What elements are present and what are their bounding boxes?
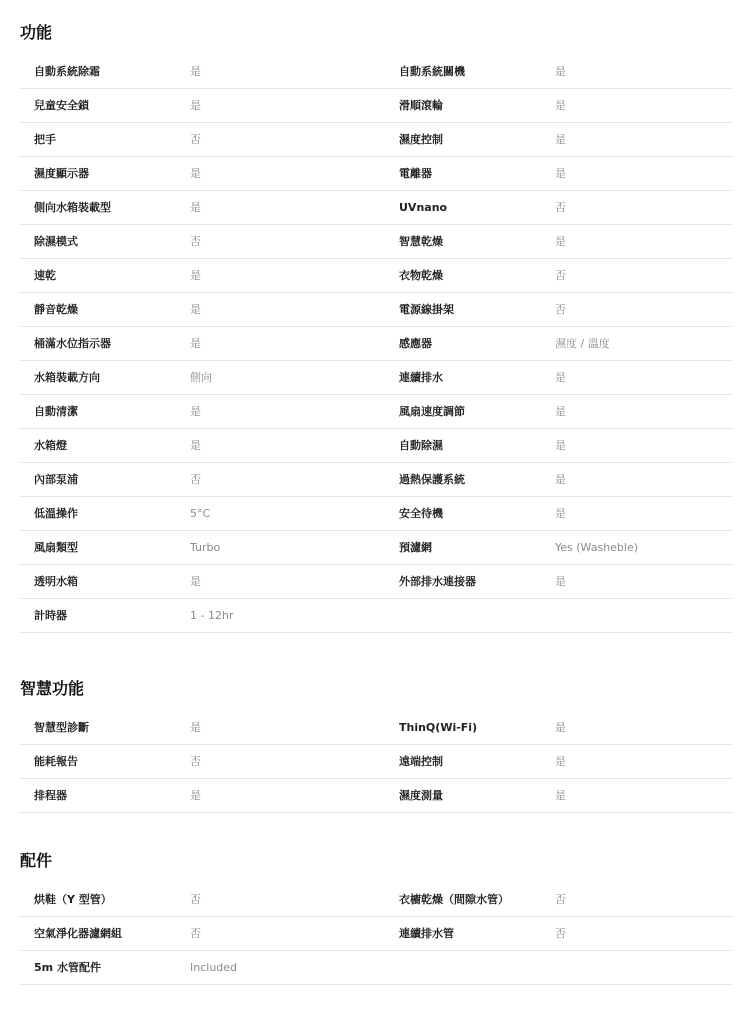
spec-label: 透明水箱 xyxy=(34,575,78,588)
spec-label: 把手 xyxy=(34,133,56,146)
spec-label: 兒童安全鎖 xyxy=(34,99,89,112)
spec-value: 是 xyxy=(555,789,566,802)
spec-label: 濕度顯示器 xyxy=(34,167,89,180)
spec-label: 排程器 xyxy=(34,789,67,802)
section-title: 配件 xyxy=(20,851,53,870)
spec-row xyxy=(20,327,732,361)
spec-table xyxy=(20,883,732,985)
spec-value: 是 xyxy=(190,575,201,588)
spec-label: 濕度測量 xyxy=(399,789,443,802)
spec-row xyxy=(20,917,732,951)
spec-value: 否 xyxy=(190,473,201,486)
spec-value: 是 xyxy=(555,755,566,768)
spec-value: 1 - 12hr xyxy=(190,609,234,622)
spec-row xyxy=(20,429,732,463)
spec-label: 低溫操作 xyxy=(34,507,78,520)
spec-label: 外部排水連接器 xyxy=(399,575,476,588)
spec-row xyxy=(20,395,732,429)
spec-row xyxy=(20,711,732,745)
spec-label: 自動清潔 xyxy=(34,405,78,418)
spec-row xyxy=(20,259,732,293)
spec-label: 自動系統關機 xyxy=(399,65,465,78)
spec-value: 否 xyxy=(555,303,566,316)
spec-label: 水箱燈 xyxy=(34,439,67,452)
spec-label: 衣物乾燥 xyxy=(399,269,443,282)
spec-value: 是 xyxy=(190,439,201,452)
spec-row xyxy=(20,779,732,813)
spec-label: 靜音乾燥 xyxy=(34,303,78,316)
spec-label: 水箱裝載方向 xyxy=(34,371,100,384)
spec-label: 智慧乾燥 xyxy=(399,235,443,248)
spec-label: 自動系統除霜 xyxy=(34,65,100,78)
spec-row xyxy=(20,745,732,779)
spec-row xyxy=(20,599,732,633)
spec-label: 側向水箱裝載型 xyxy=(34,201,111,214)
spec-value: 是 xyxy=(190,167,201,180)
spec-label: 風扇類型 xyxy=(34,541,78,554)
spec-value: 是 xyxy=(190,269,201,282)
spec-label: 濕度控制 xyxy=(399,133,443,146)
spec-label: 滑順滾輪 xyxy=(399,99,443,112)
spec-label: ThinQ(Wi-Fi) xyxy=(399,721,478,734)
spec-label: 烘鞋（Y 型管） xyxy=(34,893,112,906)
spec-value: 否 xyxy=(555,269,566,282)
spec-value: 否 xyxy=(190,755,201,768)
spec-value: 是 xyxy=(555,439,566,452)
smart-features-section xyxy=(20,677,732,813)
spec-value: 是 xyxy=(555,507,566,520)
spec-value: 是 xyxy=(555,167,566,180)
spec-value: 是 xyxy=(555,99,566,112)
spec-label: 過熱保護系統 xyxy=(399,473,465,486)
spec-value: 是 xyxy=(555,371,566,384)
spec-label: 衣櫥乾燥（間隙水管） xyxy=(399,893,509,906)
spec-value: Turbo xyxy=(190,541,221,554)
spec-row xyxy=(20,531,732,565)
spec-value: 是 xyxy=(190,721,201,734)
spec-label: 內部泵浦 xyxy=(34,473,78,486)
spec-label: 安全待機 xyxy=(399,507,443,520)
spec-value: 否 xyxy=(190,893,201,906)
spec-value: 是 xyxy=(555,721,566,734)
spec-row xyxy=(20,89,732,123)
spec-label: 遠端控制 xyxy=(399,755,443,768)
spec-value: 是 xyxy=(555,235,566,248)
spec-label: 預濾網 xyxy=(399,541,432,554)
spec-label: 連續排水管 xyxy=(399,927,454,940)
spec-row xyxy=(20,225,732,259)
spec-row xyxy=(20,55,732,89)
spec-value: 側向 xyxy=(190,371,212,384)
spec-value: 是 xyxy=(190,337,201,350)
spec-row xyxy=(20,123,732,157)
section-title: 智慧功能 xyxy=(20,679,85,698)
spec-table xyxy=(20,711,732,813)
spec-value: 濕度 / 溫度 xyxy=(555,337,610,350)
spec-value: 否 xyxy=(555,893,566,906)
spec-row xyxy=(20,191,732,225)
spec-label: 自動除濕 xyxy=(399,439,443,452)
spec-value: 是 xyxy=(555,133,566,146)
spec-value: 否 xyxy=(190,133,201,146)
spec-value: 否 xyxy=(190,927,201,940)
spec-label: 感應器 xyxy=(399,337,432,350)
spec-value: 是 xyxy=(190,405,201,418)
spec-label: 電離器 xyxy=(399,167,432,180)
spec-value: 是 xyxy=(555,575,566,588)
spec-label: UVnano xyxy=(399,201,448,214)
spec-label: 智慧型診斷 xyxy=(34,721,89,734)
spec-value: 是 xyxy=(190,789,201,802)
spec-value: 否 xyxy=(190,235,201,248)
spec-value: 是 xyxy=(555,65,566,78)
features-section xyxy=(20,21,732,633)
spec-table xyxy=(20,55,732,633)
spec-row xyxy=(20,951,732,985)
spec-row xyxy=(20,157,732,191)
spec-value: Included xyxy=(190,961,238,974)
spec-value: 是 xyxy=(190,65,201,78)
spec-value: Yes (Washeble) xyxy=(555,541,639,554)
spec-value: 是 xyxy=(190,303,201,316)
spec-label: 連續排水 xyxy=(399,371,443,384)
spec-row xyxy=(20,565,732,599)
spec-value: 否 xyxy=(555,201,566,214)
spec-label: 能耗報告 xyxy=(34,755,78,768)
spec-value: 是 xyxy=(190,99,201,112)
spec-label: 空氣淨化器濾網組 xyxy=(34,927,122,940)
spec-label: 電源線掛架 xyxy=(399,303,454,316)
spec-row xyxy=(20,883,732,917)
spec-label: 風扇速度調節 xyxy=(399,405,465,418)
spec-value: 否 xyxy=(555,927,566,940)
accessories-section xyxy=(20,849,732,985)
spec-value: 是 xyxy=(190,201,201,214)
spec-label: 桶滿水位指示器 xyxy=(34,337,111,350)
section-title: 功能 xyxy=(20,23,53,42)
spec-row xyxy=(20,293,732,327)
spec-value: 是 xyxy=(555,473,566,486)
spec-row xyxy=(20,361,732,395)
spec-value: 是 xyxy=(555,405,566,418)
spec-value: 5°C xyxy=(190,507,211,520)
spec-label: 5m 水管配件 xyxy=(34,961,101,974)
spec-label: 除濕模式 xyxy=(34,235,78,248)
spec-label: 計時器 xyxy=(34,609,67,622)
spec-row xyxy=(20,497,732,531)
spec-row xyxy=(20,463,732,497)
spec-label: 速乾 xyxy=(34,269,56,282)
